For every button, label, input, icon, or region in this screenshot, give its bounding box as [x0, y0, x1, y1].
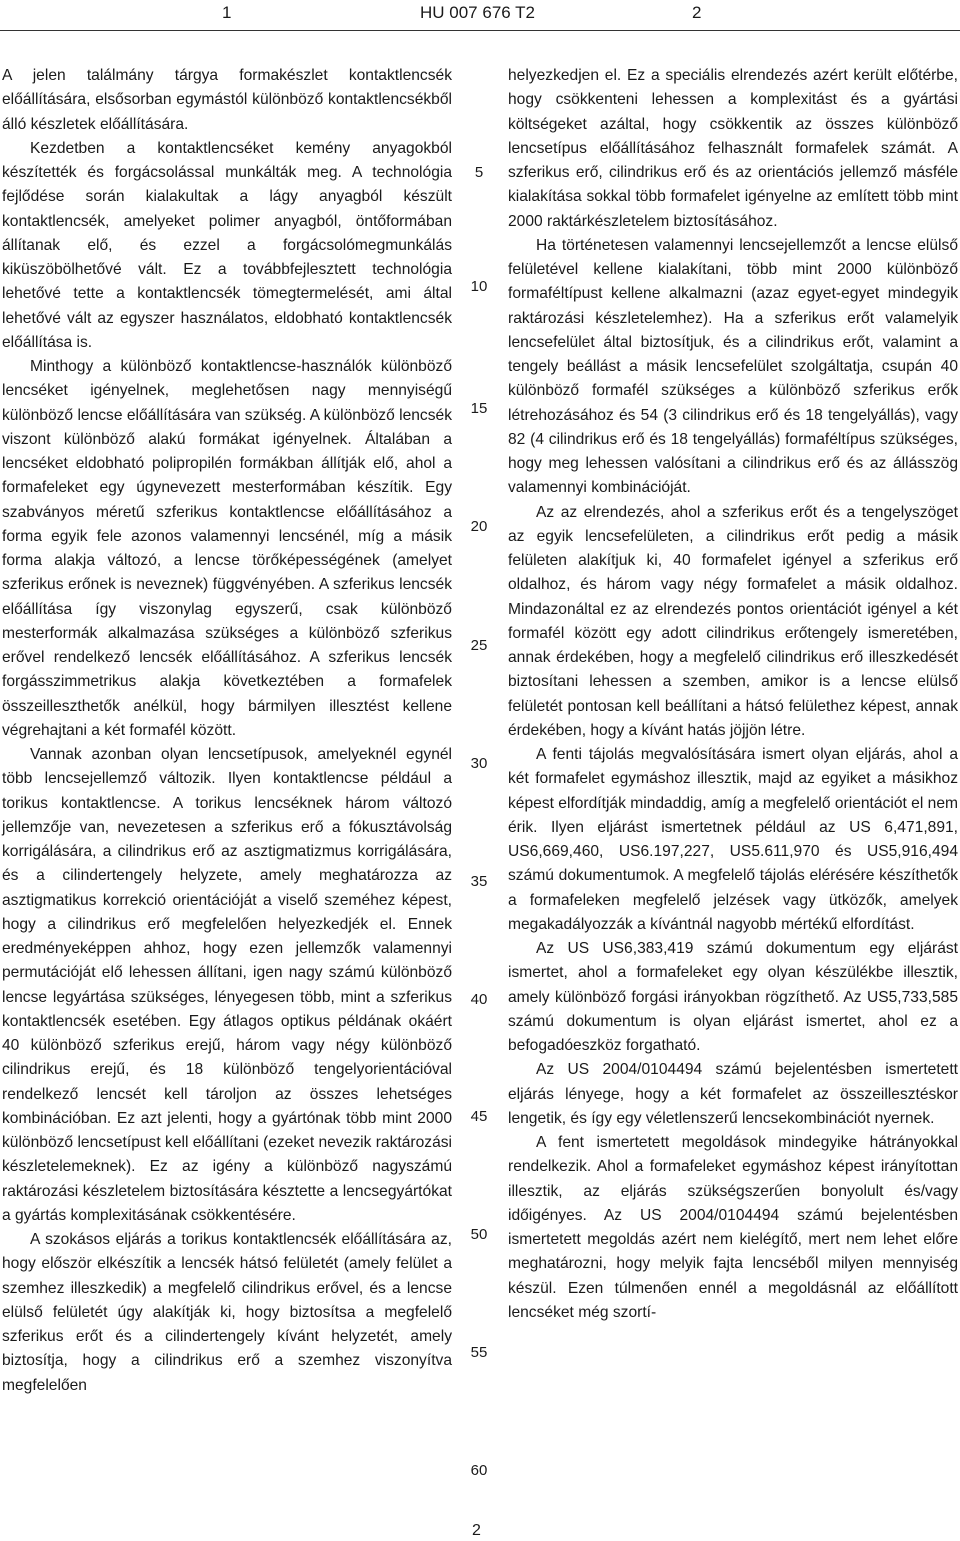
right-column — [508, 64, 958, 1325]
paragraph: helyezkedjen el. Ez a speciális elrendezés azért került előtérbe, hogy csökkenteni lehessen a komplexitást és a gyártási költségeket azáltal, hogy csökkentik az összes különböző lencsetípus előállításához felhasznált formafelek számát. A szferikus erő, cilindrikus erő és az orientációs jellemző másféle kialakítása sokkal több formafelet igényelne az említett több mint 2000 raktárkészletelem biztosításához. — [508, 67, 958, 230]
line-number: 25 — [470, 637, 488, 654]
paragraph: A szokásos eljárás a torikus kontaktlencsék előállítására az, hogy először elkészítik a lencsék hátsó felületét (amely felület a szemhez illeszkedik) a megfelelő cilindrikus erővel, és a lencse elülső felületét úgy alakítják ki, hogy biztosítsa a megfelelő szferikus erőt és a cilindertengely kívánt helyzetét, amely biztosítja, hogy a cilindrikus erő a szemhez viszonyítva megfelelően — [2, 1231, 452, 1394]
footer-page-number: 2 — [472, 1522, 481, 1539]
header-page-left: 1 — [222, 3, 232, 22]
paragraph: A fenti tájolás megvalósítására ismert olyan eljárás, ahol a két formafelet egymáshoz illesztik, majd az egyiket a másikhoz képest elfordítják mindaddig, amíg a megfelelő orientációt el nem érik. Ilyen eljárást ismertetnek például az US 6,471,891, US6,669,460, US6.197,227, US5.611,970 és US5,916,494 számú dokumentumok. A megfelelő tájolás elérésére készíthetők a formafeleken megfelelő jelzések vagy ütközők, amelyek megakadályozzák a kívántnál nagyobb mértékű elfordítást. — [508, 746, 958, 933]
line-number: 5 — [474, 164, 484, 181]
line-number: 55 — [470, 1344, 488, 1361]
header-divider — [0, 30, 960, 31]
paragraph: A jelen találmány tárgya formakészlet kontaktlencsék előállítására, elsősorban egymástól különböző kontaktlencsékből álló készletek előállítására. — [2, 67, 452, 133]
line-number: 45 — [470, 1108, 488, 1125]
left-column — [2, 64, 452, 1398]
paragraph: Az US 2004/0104494 számú bejelentésben ismertetett eljárás lényege, hogy a két formafelet az összeillesztéskor lengetik, és így egy véletlenszerű lencsekombinációt nyernek. — [508, 1061, 958, 1127]
paragraph: Kezdetben a kontaktlencséket kemény anyagokból készítették és forgácsolással munkálták meg. A technológia fejlődése során kialakultak a lágy anyagból készült kontaktlencsék, amelyeket polimer anyagból, öntőformában állítanak elő, és ezzel a forgácsolómegmunkálás kiküszöbölhetővé vált. Ez a továbbfejlesztett technológia lehetővé tette a kontaktlencsék tömegtermelését, ami által lehetővé vált az egyszer használatos, eldobható kontaktlencsék előállítása is. — [2, 139, 452, 351]
paragraph: A fent ismertetett megoldások mindegyike hátrányokkal rendelkezik. Ahol a formafeleket egymáshoz képest irányítottan illesztik, az eljárás szükségszerűen bonyolult és/vagy időigényes. Az US 2004/0104494 számú bejelentésben ismertetett megoldás azért nem kielégítő, mert nem lehet előre meghatározni, hogy melyik fajta lencséből milyen mennyiség készül. Ezen túlmenően ennél a megoldásnál az előállított lencséket még szortí- — [508, 1134, 958, 1321]
line-number: 15 — [470, 400, 488, 417]
paragraph: Az az elrendezés, ahol a szferikus erőt és a tengelyszöget az egyik lencsefelületen, a cilindrikus erőt pedig a másik felületen alakítjuk ki, 40 formafelet igényel a szferikus erő oldalhoz, és három vagy négy formafelet a másik oldalhoz. Mindazonáltal ez az elrendezés pontos orientációt igényel a két formafél között egy adott cilindrikus erőtengely ismeretében, annak érdekében, hogy a megfelelő cilindrikus erő illeszkedését biztosítani lehessen a szemben, amikor is a lencse elülső felületét pontosan kell beállítani a hátsó felülethez képest, annak érdekében, hogy a kívánt hatás jöjjön létre. — [508, 503, 958, 739]
line-number: 30 — [470, 755, 488, 772]
paragraph: Minthogy a különböző kontaktlencse-használók különböző lencséket igényelnek, meglehetősen nagy mennyiségű különböző lencse előállítására van szükség. A különböző lencsék viszont különböző alakú formákat igényelnek. Általában a lencséket eldobható polipropilén formákban állítják elő, ahol a formafeleket egy úgynevezett mesterformában készítik. Egy szabványos méretű szferikus kontaktlencse előállításához a forma egyik fele azonos valamennyi lencsénél, míg a másik forma alakja változó, a lencse törőképességének (amelyet szferikus erőnek is neveznek) függvényében. A szferikus lencsék előállítása így viszonylag egyszerű, csak különböző mesterformák alkalmazása szükséges a különböző szferikus erővel rendelkező lencsék előállításához. A szferikus lencsék forgásszimmetrikus alakja következtében a formafelek összeilleszthetők anélkül, hogy bármilyen illesztést kellene végrehajtani a két formafél között. — [2, 358, 452, 739]
paragraph: Vannak azonban olyan lencsetípusok, amelyeknél egynél több lencsejellemző változik. Ilyen kontaktlencse például a torikus kontaktlencse. A torikus lencséknek három változó jellemzője van, nevezetesen a szferikus erő a fókusztávolság korrigálására, a cilindrikus erő az asztigmatizmus korrigálására, és a cilindertengely helyzete, amely meghatározza az asztigmatikus korrekció orientációját a viselő szeméhez képest, hogy a cilindrikus erő megfelelően helyezkedjék el. Ennek eredményeképpen ahhoz, hogy ezen jellemzők valamennyi permutációját elő lehessen állítani, igen nagy számú különböző lencse legyártása szükséges, lényegesen több, mint a szferikus kontaktlencsék esetében. Egy átlagos optikus példának okáért 40 különböző szferikus erejű, három vagy négy különböző cilindrikus erejű, és 18 különböző tengelyorientációval rendelkező lencsét kell tároljon az összes lehetséges kombinációban. Ez azt jelenti, hogy a gyártónak több mint 2000 különböző lencsetípust kell előállítani (ezeket nevezik raktározási készletelemeknek). Ez az igény a különböző nagyszámú raktározási készletelem biztosítására késztette a lencsegyártókat a gyártás komplexitásának csökkentésére. — [2, 746, 452, 1224]
paragraph: Ha történetesen valamennyi lencsejellemzőt a lencse elülső felületével kellene kialakítani, több mint 2000 különböző formaféltípust kellene alkalmazni (azaz egyet-egyet mindegyik raktározási készletelemhez). Ha a szferikus erőt valamelyik lencsefelület által biztosítjuk, és a cilindrikus erőt, valamint a tengely beállást a másik lencsefelület szolgáltatja, csupán 40 különböző formafél szükséges a különböző szferikus erők létrehozásához és 54 (3 cilindrikus erő és 18 tengelyállás), vagy 82 (4 cilindrikus erő és 18 tengelyállás) formaféltípus szükséges, hogy meg lehessen valósítani a cilindrikus erő és az állásszög valamennyi kombinációját. — [508, 236, 958, 497]
page-header — [0, 0, 960, 30]
paragraph: Az US US6,383,419 számú dokumentum egy eljárást ismertet, ahol a formafeleket egy olyan készülékbe illesztik, amely különböző forgási irányokban rögzíthető. Az US5,733,585 számú dokumentum is olyan eljárást ismertet, ahol ez a befogadóeszköz forgatható. — [508, 940, 958, 1054]
line-number: 40 — [470, 991, 488, 1008]
patent-number: HU 007 676 T2 — [420, 3, 535, 22]
line-number: 20 — [470, 518, 488, 535]
line-number: 10 — [470, 278, 488, 295]
line-number: 50 — [470, 1226, 488, 1243]
header-page-right: 2 — [692, 3, 702, 22]
line-number: 60 — [470, 1462, 488, 1479]
line-number: 35 — [470, 873, 488, 890]
